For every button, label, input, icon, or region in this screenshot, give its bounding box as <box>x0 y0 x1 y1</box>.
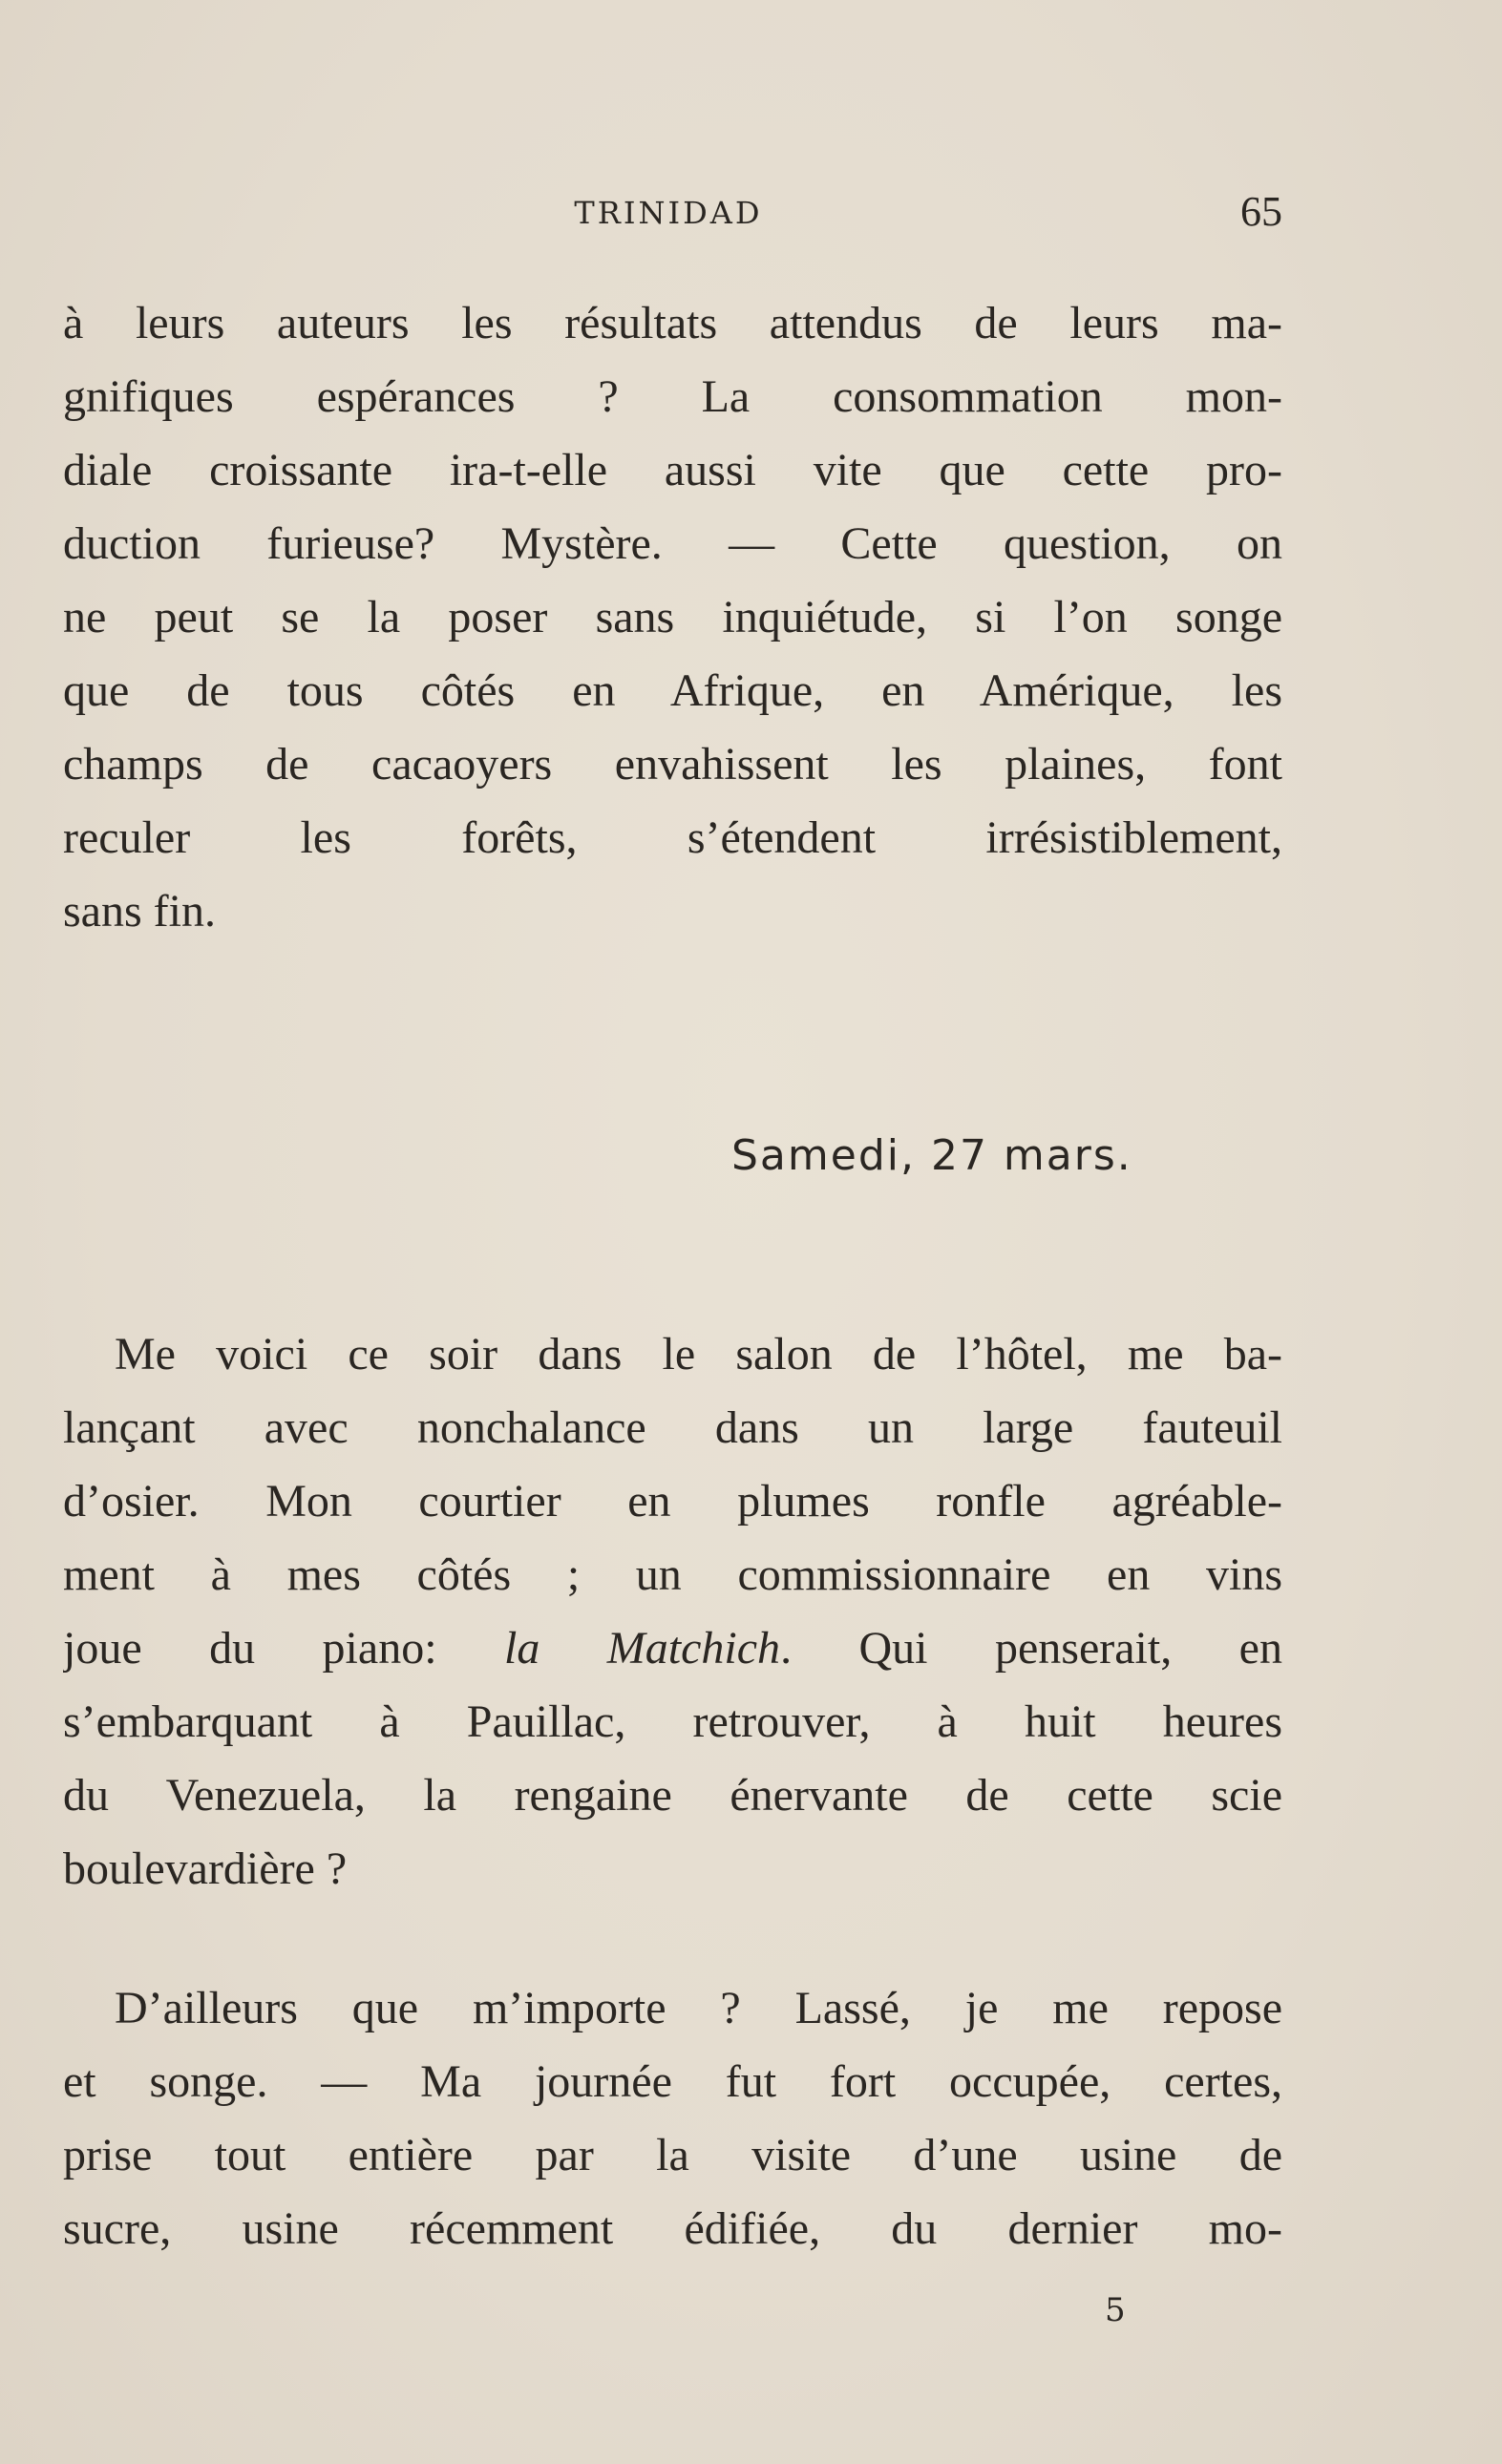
text-line: lançant avec nonchalance dans un large fauteuil <box>63 1402 1282 1453</box>
text-line: et songe. — Ma journée fut fort occupée, certes, <box>63 2056 1282 2107</box>
text-line: diale croissante ira-t-elle aussi vite que cette pro- <box>63 445 1282 495</box>
text-line: d’osier. Mon courtier en plumes ronfle agréable- <box>63 1476 1282 1527</box>
text-line-with-italic <box>63 1611 1282 1685</box>
text-line: du Venezuela, la rengaine énervante de cette scie <box>63 1770 1282 1821</box>
running-title: TRINIDAD <box>574 195 763 231</box>
text-line: D’ailleurs que m’importe ? Lassé, je me repose <box>115 1983 1282 2033</box>
text-line: boulevardière ? <box>63 1843 348 1894</box>
text-line: duction furieuse? Mystère. — Cette question, on <box>63 518 1282 569</box>
text-line: prise tout entière par la visite d’une usine de <box>63 2130 1282 2180</box>
text-line: à leurs auteurs les résultats attendus de leurs ma- <box>63 298 1282 348</box>
paragraph-3 <box>63 1971 1282 2265</box>
signature-mark: 5 <box>1105 2291 1126 2329</box>
line-prefix: joue du piano: <box>63 1623 504 1674</box>
text-line: champs de cacaoyers envahissent les plaines, font <box>63 739 1282 790</box>
line-suffix: . Qui penserait, en <box>780 1623 1282 1674</box>
text-line: reculer les forêts, s’étendent irrésistiblement, <box>63 812 1282 863</box>
text-line: ment à mes côtés ; un commissionnaire en vins <box>63 1549 1282 1600</box>
italic-title: la Matchich <box>504 1623 781 1674</box>
text-line: gnifiques espérances ? La consommation mon- <box>63 371 1282 422</box>
text-line: ne peut se la poser sans inquiétude, si l’on songe <box>63 592 1282 642</box>
text-line: s’embarquant à Pauillac, retrouver, à huit heures <box>63 1696 1282 1747</box>
dateline: Samedi, 27 mars. <box>731 1131 1132 1180</box>
text-line: Me voici ce soir dans le salon de l’hôtel, me ba- <box>115 1329 1282 1379</box>
text-line: que de tous côtés en Afrique, en Amérique, les <box>63 665 1282 716</box>
paragraph-2 <box>63 1317 1282 1906</box>
text-line: sucre, usine récemment édifiée, du dernier mo- <box>63 2203 1282 2254</box>
paragraph-1 <box>63 286 1282 948</box>
page-number: 65 <box>1240 188 1282 235</box>
text-line: sans fin. <box>63 886 216 937</box>
